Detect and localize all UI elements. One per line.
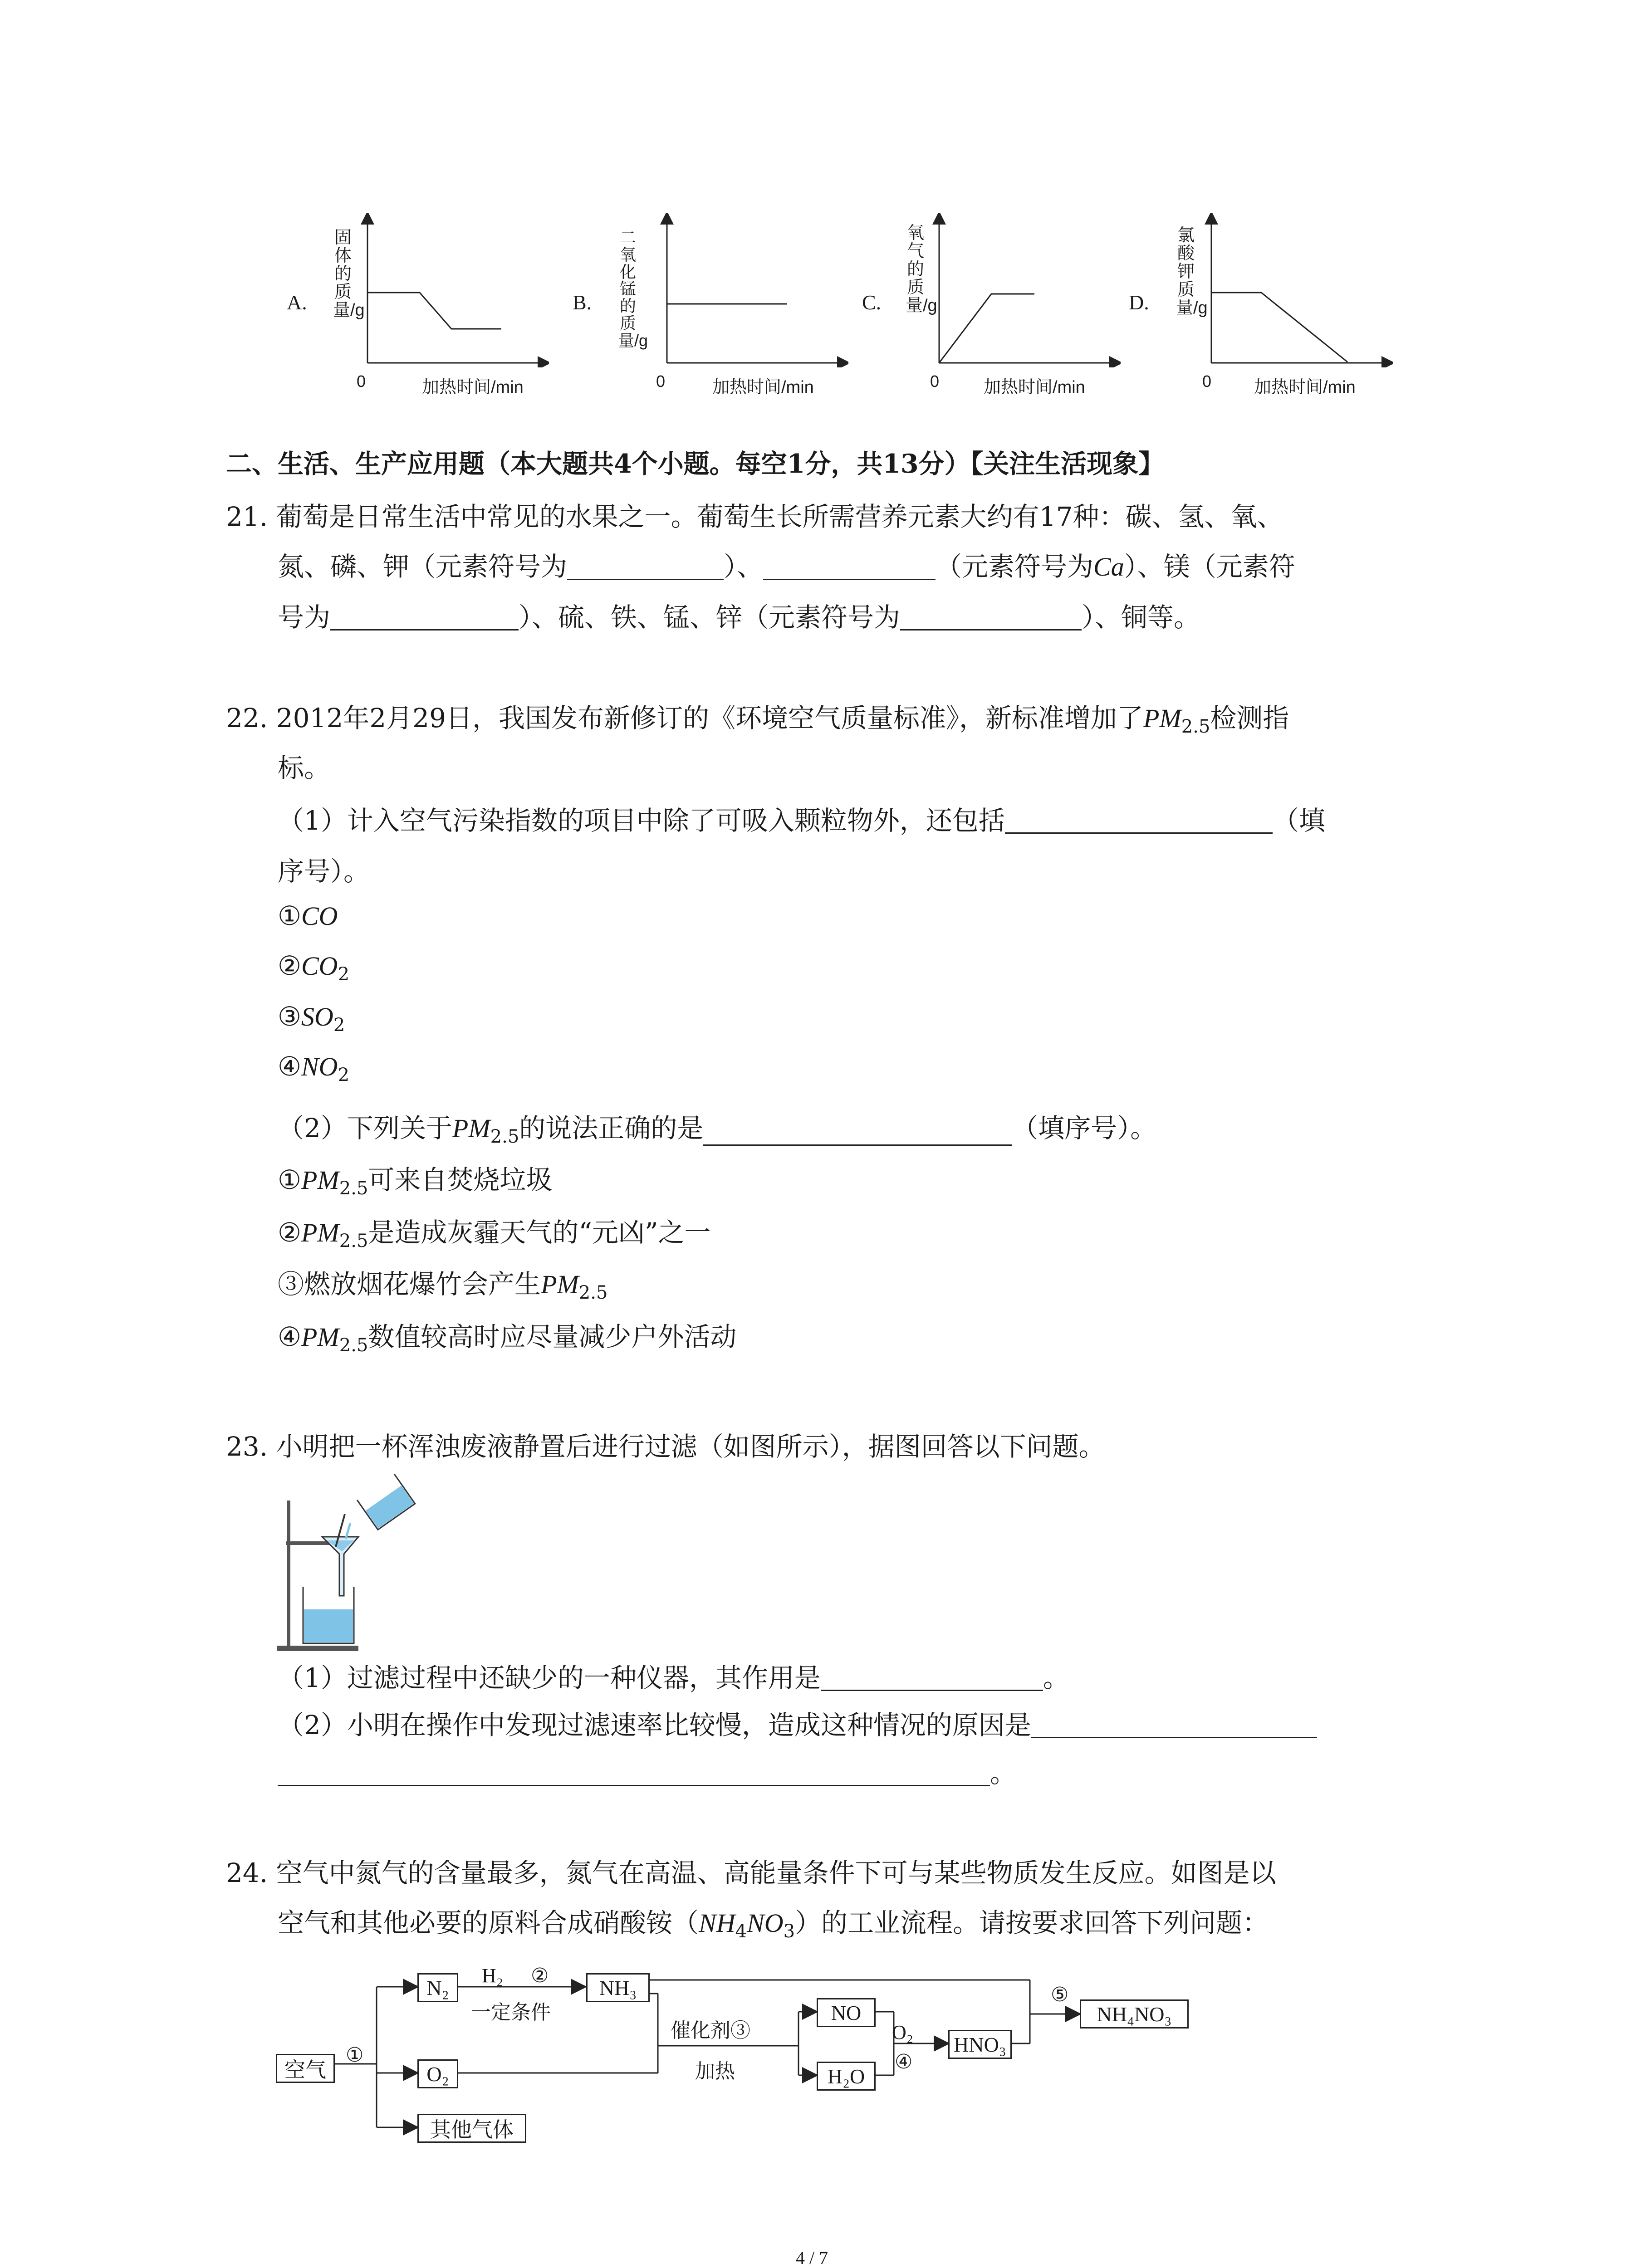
graph-a-xlabel: 加热时间/min	[422, 378, 524, 397]
graph-a-origin: 0	[357, 372, 366, 391]
flow-hno3-box: HNO₃	[948, 2030, 1012, 2059]
section-title: 二、生活、生产应用题（本大题共4个小题。每空1分，共13分）【关注生活现象】	[226, 449, 1165, 479]
graph-a-plot	[354, 213, 549, 367]
q22-blank-1[interactable]	[1005, 809, 1273, 834]
q22-option: $④PM_{2.5}$数值较高时应尽量减少户外活动	[278, 1321, 737, 1356]
graph-a-curve	[367, 293, 501, 329]
graph-d-label: D.	[1129, 291, 1149, 314]
graph-c-plot	[926, 213, 1121, 367]
graph-b-plot	[653, 213, 848, 367]
flow-nh4no3-box: NH₄NO₃	[1080, 1999, 1189, 2028]
graph-a-label: A.	[287, 291, 307, 314]
q21-line1: 21. 葡萄是日常生活中常见的水果之一。葡萄生长所需营养元素大约有17种：碳、氢、氧、	[226, 501, 1283, 532]
q22-line1: 22. 2012年2月29日，我国发布新修订的《环境空气质量标准》，新标准增加了$PM_{2.5}$检测指	[226, 703, 1289, 737]
q21-blank-1[interactable]	[567, 555, 724, 580]
flow-condition-label: 一定条件	[471, 2001, 551, 2024]
q23-part2: （2）小明在操作中发现过滤速率比较慢，造成这种情况的原因是	[278, 1712, 1317, 1738]
filtration-apparatus-figure	[272, 1473, 463, 1659]
q22-part2: （2）下列关于$PM_{2.5}$的说法正确的是 （填序号）。	[278, 1113, 1157, 1147]
q21-blank-2[interactable]	[763, 555, 936, 580]
graph-d-plot	[1198, 213, 1393, 367]
q21-line2: 氮、磷、钾（元素符号为 ）、 （元素符号为Ca）、镁（元素符	[278, 551, 1295, 582]
q24-line2: 空气和其他必要的原料合成硝酸铵$(NH_4NO_3)$的工业流程。请按要求回答下列问题：	[278, 1907, 1269, 1942]
q22-part1: （1）计入空气污染指数的项目中除了可吸入颗粒物外，还包括 （填	[278, 805, 1325, 836]
graph-a-ylabel: 固体的质量/g	[333, 228, 365, 320]
graph-b-xlabel: 加热时间/min	[712, 378, 814, 397]
graph-b-label: B.	[573, 291, 592, 314]
page-number: 4 / 7	[796, 2248, 828, 2268]
graph-c-curve	[939, 294, 1034, 363]
beaker-liquid	[304, 1609, 353, 1642]
graph-d-curve	[1211, 293, 1347, 362]
q22-option: ①CO	[278, 900, 338, 931]
flow-step-4: ④	[895, 2051, 913, 2073]
stand-rod	[287, 1501, 290, 1647]
graph-d-origin: 0	[1202, 372, 1212, 391]
q21-blank-4[interactable]	[900, 606, 1082, 631]
q23-part1: （1）过滤过程中还缺少的一种仪器，其作用是 。	[278, 1662, 1069, 1693]
flow-lines	[272, 1955, 1216, 2182]
graph-c-xlabel: 加热时间/min	[984, 378, 1085, 397]
q24-line1: 24. 空气中氮气的含量最多，氮气在高温、高能量条件下可与某些物质发生反应。如图是以	[226, 1857, 1276, 1888]
q23-blank-2[interactable]	[1031, 1713, 1317, 1738]
flow-air-box: 空气	[276, 2054, 335, 2083]
flow-heat-label: 加热	[695, 2060, 735, 2082]
graph-c-ylabel: 氧气的质量/g	[906, 224, 937, 315]
flow-o2-label: O₂	[892, 2021, 914, 2043]
q22-option: $②PM_{2.5}$是造成灰霾天气的“元凶”之一	[278, 1217, 711, 1251]
flow-h2-label: H₂	[482, 1965, 504, 1987]
q23-blank-3[interactable]	[278, 1761, 990, 1786]
graph-c-label: C.	[862, 291, 882, 314]
flow-h2o-box: H₂O	[817, 2062, 876, 2091]
graph-d-xlabel: 加热时间/min	[1254, 378, 1356, 397]
q21-line3: 号为 ）、硫、铁、锰、锌（元素符号为 ）、铜等。	[278, 602, 1200, 633]
q22-line2: 标。	[278, 753, 331, 783]
graph-b-ylabel: 二氧化锰的质量/g	[618, 228, 648, 350]
q21-blank-3[interactable]	[330, 606, 519, 631]
pouring-beaker	[357, 1474, 415, 1530]
flow-o2-box: O₂	[417, 2059, 458, 2088]
flow-other-gas-box: 其他气体	[417, 2114, 526, 2143]
flow-nh3-box: NH₃	[586, 1973, 650, 2002]
flow-no-box: NO	[817, 1998, 876, 2027]
graph-b-origin: 0	[656, 372, 666, 391]
q22-option: $④NO_2$	[278, 1051, 350, 1085]
q23-part2-cont: 。	[278, 1760, 1016, 1786]
q22-option: ③燃放烟花爆竹会产生$PM_{2.5}$	[278, 1269, 608, 1303]
q22-part1-cont: 序号）。	[278, 856, 370, 887]
q22-option: $③SO_2$	[278, 1001, 345, 1036]
graph-d-ylabel: 氯酸钾质量/g	[1176, 226, 1208, 318]
q22-option: $②CO_2$	[278, 950, 350, 985]
q23-blank-1[interactable]	[821, 1666, 1043, 1691]
flow-step-2: ②	[531, 1965, 549, 1987]
flow-step-3: 催化剂③	[671, 2019, 750, 2042]
graph-c-origin: 0	[930, 372, 940, 391]
flow-step-5: ⑤	[1051, 1984, 1069, 2006]
q22-option: $①PM_{2.5}$可来自焚烧垃圾	[278, 1164, 553, 1199]
q22-blank-2[interactable]	[703, 1121, 1012, 1146]
flow-step-1: ①	[346, 2044, 364, 2066]
q23-line1: 23. 小明把一杯浑浊废液静置后进行过滤（如图所示），据图回答以下问题。	[226, 1431, 1105, 1462]
flow-n2-box: N₂	[417, 1973, 458, 2002]
